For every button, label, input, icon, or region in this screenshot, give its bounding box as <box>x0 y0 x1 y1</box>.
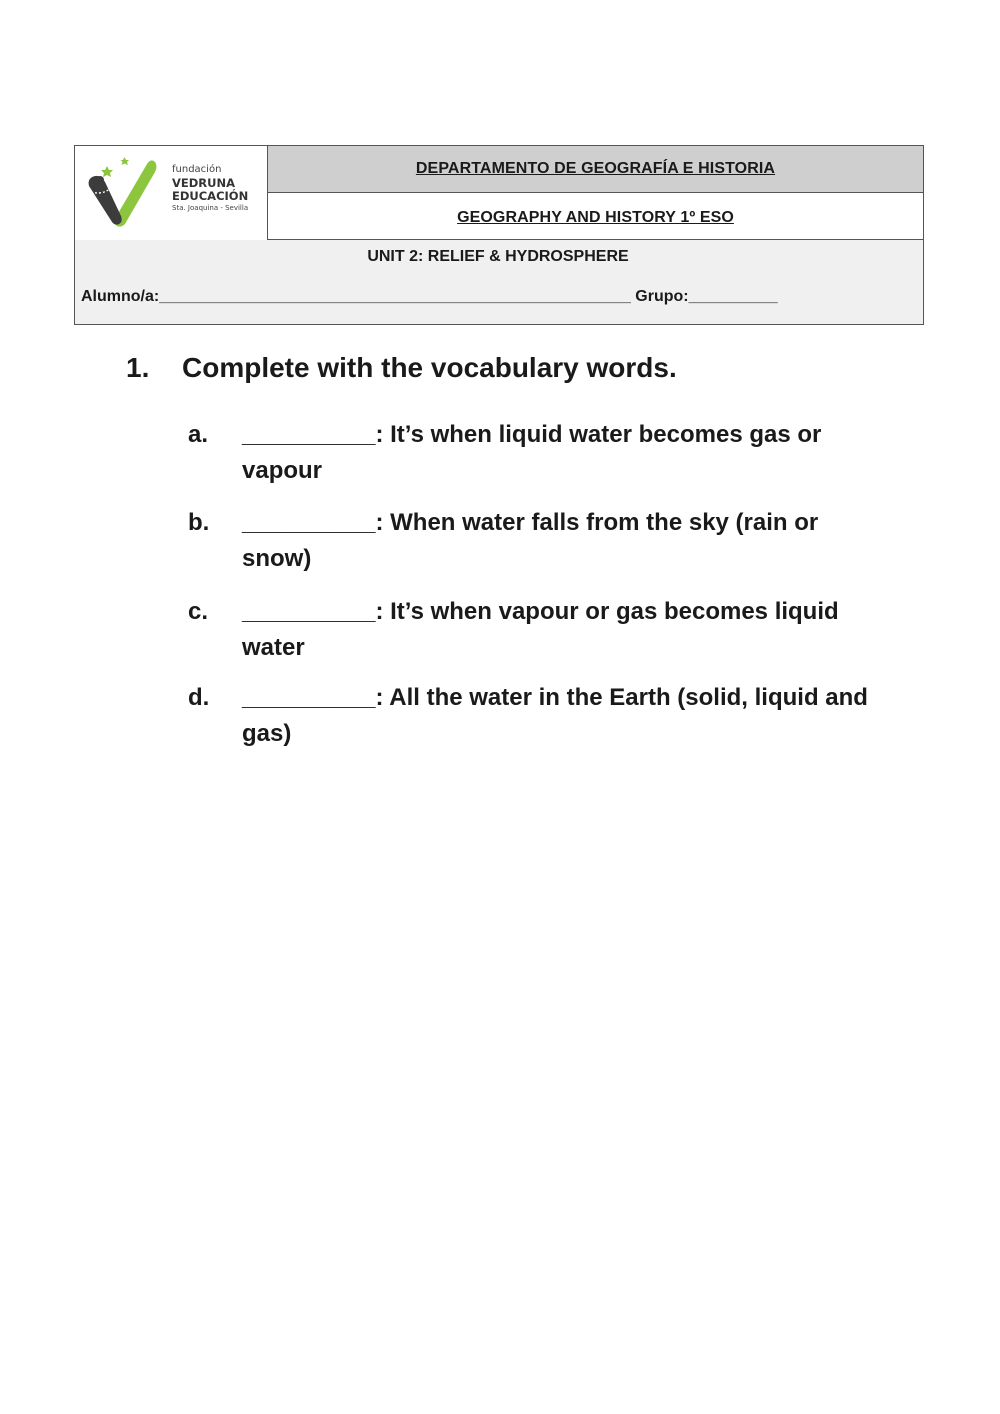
header-table <box>74 145 924 325</box>
department-cell <box>268 146 923 193</box>
item-letter: d. <box>188 684 210 711</box>
unit-cell <box>75 240 923 324</box>
logo-cell <box>75 146 268 240</box>
subject-title: GEOGRAPHY AND HISTORY 1º ESO <box>457 209 734 226</box>
exercise-heading <box>126 352 677 384</box>
subject-cell <box>268 193 923 240</box>
logo-line-vedruna: VEDRUNA <box>172 176 236 190</box>
logo-line-educacion: EDUCACIÓN <box>172 189 249 203</box>
logo-line-fundacion: fundación <box>172 164 222 175</box>
unit-title: UNIT 2: RELIEF & HYDROSPHERE <box>367 248 629 265</box>
item-letter: c. <box>188 598 209 625</box>
item-letter: a. <box>188 421 209 448</box>
item-text[interactable]: __________: When water falls from the sky (rain or snow) <box>242 509 819 572</box>
item-text[interactable]: __________: It’s when liquid water becomes gas or vapour <box>242 421 822 484</box>
item-text[interactable]: __________: All the water in the Earth (solid, liquid and gas) <box>242 684 868 747</box>
unit-title-row <box>75 248 923 266</box>
logo-text <box>172 165 248 212</box>
exercise-number: 1. <box>126 352 150 383</box>
exercise-title: Complete with the vocabulary words. <box>182 352 677 383</box>
student-name-group-field[interactable]: Alumno/a:_____________________________________________________ Grupo:__________ <box>81 288 778 305</box>
department-title: DEPARTAMENTO DE GEOGRAFÍA E HISTORIA <box>415 160 776 177</box>
item-letter: b. <box>188 509 210 536</box>
item-text[interactable]: __________: It’s when vapour or gas becomes liquid water <box>242 598 839 661</box>
vedruna-logo-icon <box>85 156 165 228</box>
logo-line-location: Sta. Joaquina - Sevilla <box>172 204 249 212</box>
